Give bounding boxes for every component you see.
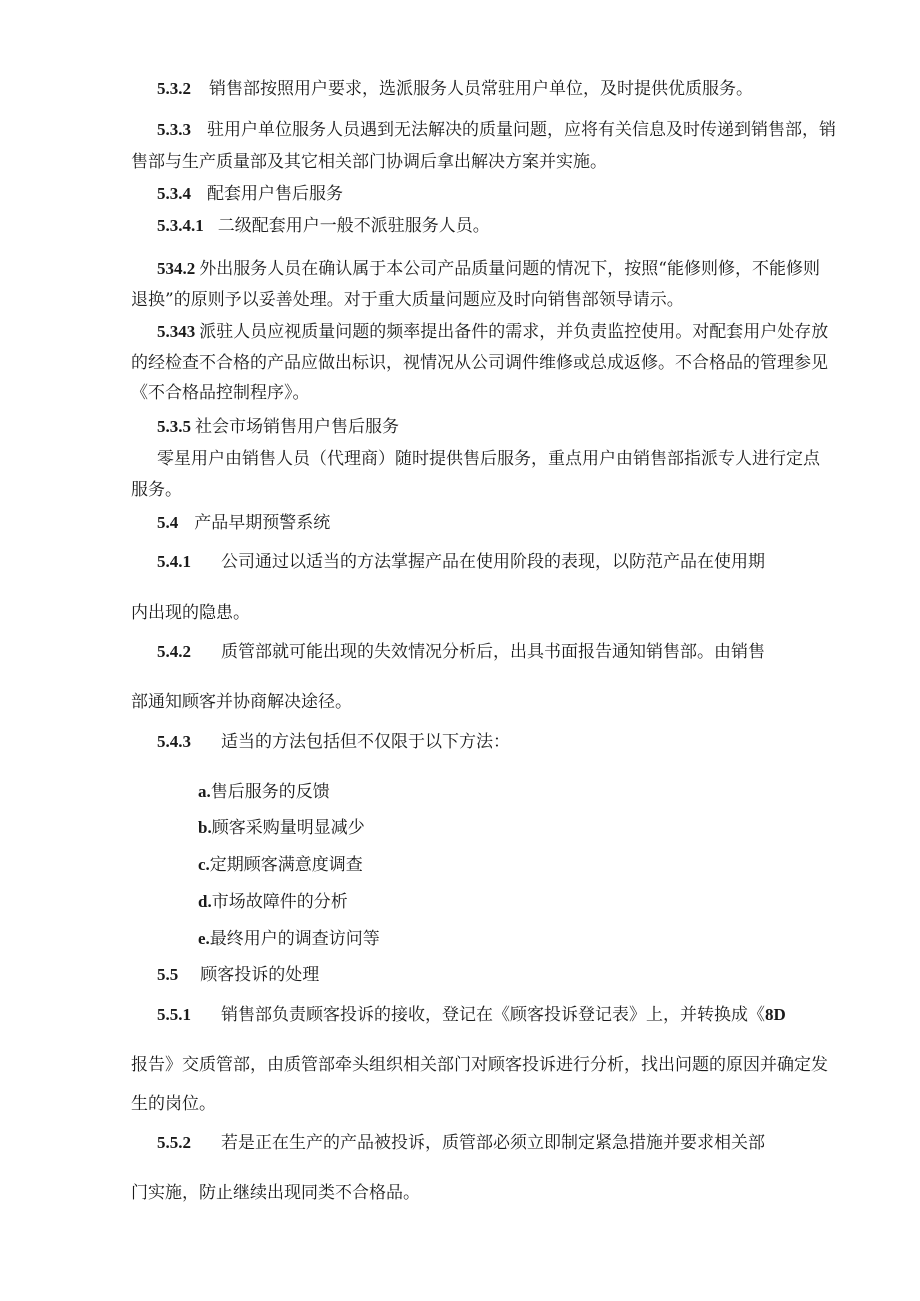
section-text-bold: 8D: [765, 1005, 786, 1024]
section-number: 534.2: [157, 259, 196, 278]
section-5-3-4-1: [157, 215, 490, 237]
section-number: 5.4.1: [157, 552, 191, 571]
section-text: 质管部就可能出现的失效情况分析后，出具书面报告通知销售部。由销售: [221, 642, 765, 662]
section-5-4-1: [157, 551, 765, 573]
list-item: [198, 891, 348, 913]
section-text: 公司通过以适当的方法掌握产品在使用阶段的表现，以防范产品在使用期: [221, 552, 765, 572]
section-5-4: [157, 512, 330, 534]
section-5-3-4-3-continued: 的经检查不合格的产品应做出标识，视情况从公司调件维修或总成返修。不合格品的管理参见: [131, 353, 828, 373]
section-text: 顾客投诉的处理: [200, 965, 320, 985]
section-5-5-1: [157, 1004, 786, 1026]
list-item: [198, 854, 363, 876]
section-5-3-4-3: [157, 321, 828, 343]
section-5-3-4-3-continued: 《不合格品控制程序》。: [131, 383, 310, 403]
section-text: 销售部按照用户要求，选派服务人员常驻用户单位，及时提供优质服务。: [209, 79, 753, 99]
section-5-5: [157, 964, 319, 986]
list-item-text: 市场故障件的分析: [211, 892, 348, 912]
section-text: 外出服务人员在确认属于本公司产品质量问题的情况下，按照“能修则修，不能修则: [199, 259, 820, 279]
section-number: 5.3.4: [157, 184, 191, 203]
list-marker: d.: [198, 892, 212, 911]
list-marker: a.: [198, 782, 211, 801]
section-5-4-3: [157, 731, 510, 753]
section-number: 5.3.3: [157, 120, 191, 139]
section-number: 5.3.2: [157, 79, 191, 98]
section-5-3-5: [157, 416, 399, 438]
section-5-4-1-continued: 内出现的隐患。: [131, 603, 250, 623]
section-5-4-2-continued: 部通知顾客并协商解决途径。: [131, 692, 352, 712]
section-text: 派驻人员应视质量问题的频率提出备件的需求，并负责监控使用。对配套用户处存放: [199, 322, 829, 342]
section-number: 5.343: [157, 322, 196, 341]
section-text: 配套用户售后服务: [207, 184, 343, 204]
list-item-text: 定期顾客满意度调查: [209, 855, 363, 875]
section-5-3-5-body: 零星用户由销售人员（代理商）随时提供售后服务，重点用户由销售部指派专人进行定点: [157, 449, 820, 469]
list-marker: b.: [198, 818, 212, 837]
section-5-3-4-2-continued: 退换”的原则予以妥善处理。对于重大质量问题应及时向销售部领导请示。: [131, 290, 684, 310]
section-text: 社会市场销售用户售后服务: [195, 417, 399, 437]
section-number: 5.3.4.1: [157, 216, 204, 235]
section-text: 若是正在生产的产品被投诉，质管部必须立即制定紧急措施并要求相关部: [221, 1133, 765, 1153]
list-item-text: 最终用户的调查访问等: [209, 929, 380, 949]
section-5-5-2: [157, 1132, 765, 1154]
section-number: 5.4.2: [157, 642, 191, 661]
section-5-4-2: [157, 641, 765, 663]
section-5-3-2: [157, 78, 753, 100]
section-text: 产品早期预警系统: [194, 513, 331, 533]
section-number: 5.4: [157, 513, 179, 532]
list-item: [198, 817, 365, 839]
section-5-3-4-2: [157, 258, 820, 280]
list-item: [198, 928, 380, 950]
list-item-text: 顾客采购量明显减少: [211, 818, 365, 838]
list-marker: c.: [198, 855, 210, 874]
section-5-5-2-continued: 门实施，防止继续出现同类不合格品。: [131, 1183, 420, 1203]
section-number: 5.3.5: [157, 417, 191, 436]
section-number: 5.4.3: [157, 732, 191, 751]
section-5-5-1-continued: 生的岗位。: [131, 1094, 216, 1114]
section-text: 二级配套用户一般不派驻服务人员。: [217, 216, 490, 236]
section-5-3-3-continued: 售部与生产质量部及其它相关部门协调后拿出解决方案并实施。: [131, 152, 607, 172]
section-text: 驻用户单位服务人员遇到无法解决的质量问题，应将有关信息及时传递到销售部，销: [207, 120, 836, 140]
section-5-3-4: [157, 183, 343, 205]
section-5-5-1-continued: 报告》交质管部，由质管部牵头组织相关部门对顾客投诉进行分析，找出问题的原因并确定发: [131, 1055, 828, 1075]
section-number: 5.5.2: [157, 1133, 191, 1152]
section-text: 销售部负责顾客投诉的接收，登记在《顾客投诉登记表》上，并转换成《: [221, 1005, 765, 1025]
section-5-3-5-body-continued: 服务。: [131, 480, 182, 500]
section-5-3-3: [157, 119, 836, 141]
list-marker: e.: [198, 929, 210, 948]
section-number: 5.5.1: [157, 1005, 191, 1024]
section-number: 5.5: [157, 965, 179, 984]
list-item: [198, 781, 330, 803]
list-item-text: 售后服务的反馈: [210, 782, 330, 802]
section-text: 适当的方法包括但不仅限于以下方法：: [221, 732, 510, 752]
